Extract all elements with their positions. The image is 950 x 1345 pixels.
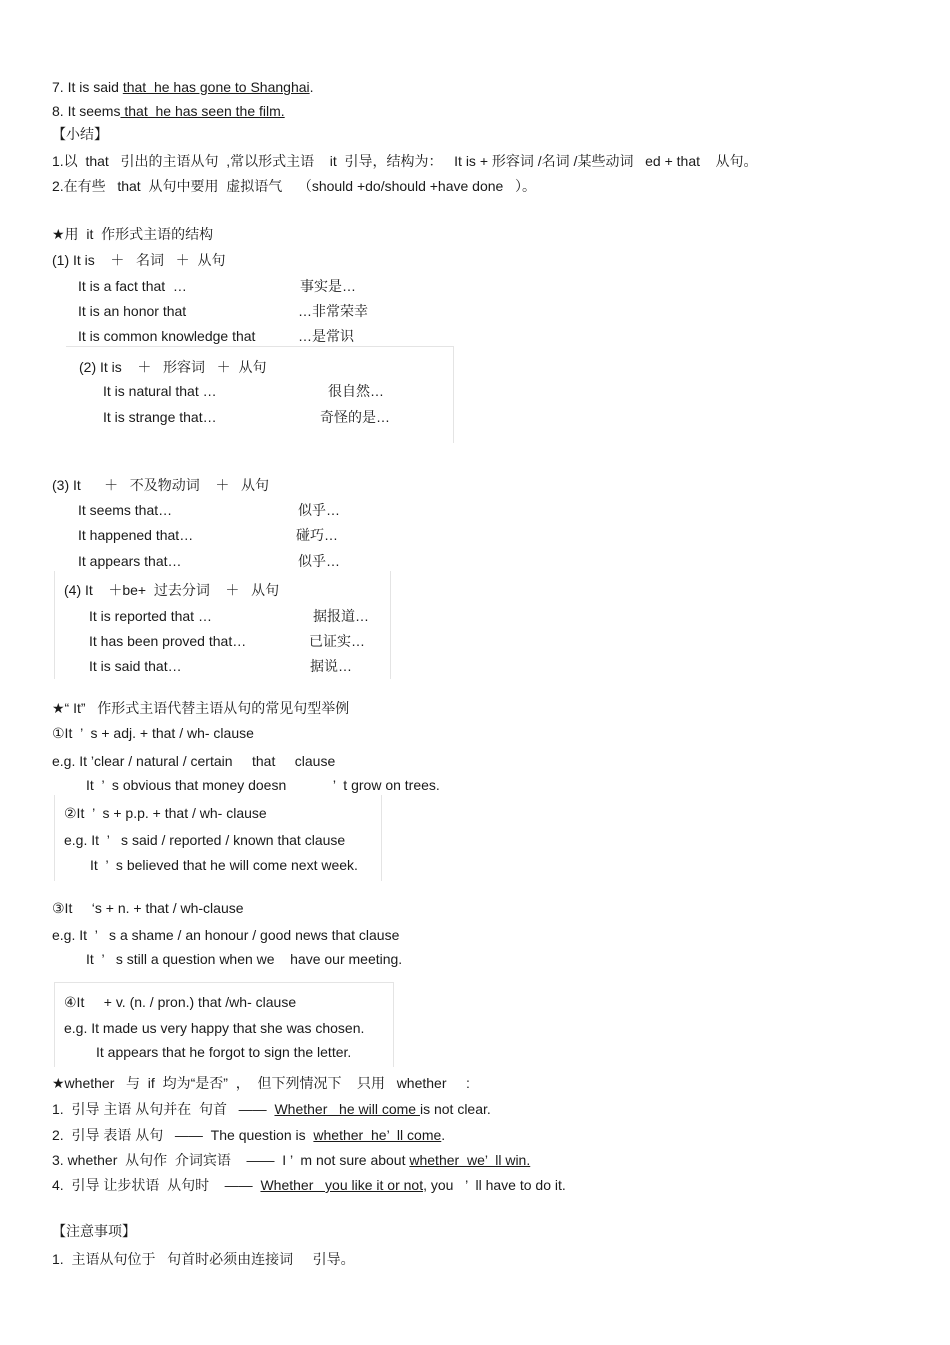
whether-4-end: you ’ ll have to do it. bbox=[427, 1177, 566, 1193]
example-sentence-8 bbox=[52, 102, 285, 120]
whether-1-end: is not clear. bbox=[419, 1101, 491, 1117]
example-sentence-7 bbox=[52, 78, 314, 96]
structure-2-row-2-zh: 奇怪的是… bbox=[320, 409, 390, 425]
structure-1-title: (1) It is ＋ 名词 ＋ 从句 bbox=[52, 252, 226, 268]
structures-heading: ★用 it 作形式主语的结构 bbox=[52, 226, 214, 242]
whether-line-2 bbox=[52, 1126, 445, 1144]
example-8-underlined: that he has seen the film. bbox=[120, 103, 285, 119]
structure-3-row-1-en: It seems that… bbox=[78, 502, 173, 518]
structure-2-row-1-en: It is natural that … bbox=[103, 383, 217, 399]
structure-1-row-1-zh: 事实是… bbox=[300, 278, 356, 294]
structure-1-row-3-en: It is common knowledge that bbox=[78, 328, 256, 344]
whether-heading: ★whether 与 if 均为“是否” ， 但下列情况下 只用 whether : bbox=[52, 1075, 470, 1091]
structure-3-row-2-zh: 碰巧… bbox=[296, 527, 338, 543]
pattern-2-example: It ’ s believed that he will come next week. bbox=[90, 857, 358, 873]
pattern-3-example: It ’ s still a question when we have our meeting. bbox=[86, 951, 403, 967]
whether-line-1 bbox=[52, 1100, 491, 1118]
whether-4-underlined: Whether you like it or not, bbox=[260, 1177, 427, 1193]
structure-4-row-1-zh: 据报道… bbox=[313, 608, 369, 624]
structure-4-row-2-en: It has been proved that… bbox=[89, 633, 247, 649]
structure-1-row-1-en: It is a fact that … bbox=[78, 278, 187, 294]
example-7-underlined: that he has gone to Shanghai bbox=[122, 79, 310, 95]
structure-2-row-1-zh: 很自然… bbox=[328, 383, 384, 399]
structure-4-row-2-zh: 已证实… bbox=[309, 633, 365, 649]
structure-4-row-3-en: It is said that… bbox=[89, 658, 182, 674]
pattern-1-example: It ’ s obvious that money doesn ’ t grow on trees. bbox=[86, 777, 440, 793]
whether-3-text: 3. whether 从句作 介词宾语 —— I ’ m not sure about bbox=[52, 1152, 410, 1168]
structure-3-title: (3) It ＋ 不及物动词 ＋ 从句 bbox=[52, 477, 270, 493]
whether-2-underlined: whether he’ ll come bbox=[313, 1127, 442, 1143]
structure-3-row-3-zh: 似乎… bbox=[298, 553, 340, 569]
summary-heading: 【小结】 bbox=[52, 126, 108, 142]
notes-heading: 【注意事项】 bbox=[52, 1223, 136, 1239]
pattern-3-title: ③It ‘s + n. + that / wh-clause bbox=[52, 900, 244, 916]
patterns-heading: ★“ It” 作形式主语代替主语从句的常见句型举例 bbox=[52, 700, 350, 716]
structure-3-row-3-en: It appears that… bbox=[78, 553, 182, 569]
whether-4-text: 4. 引导 让步状语 从句时 —— bbox=[52, 1177, 261, 1193]
structure-2-row-2-en: It is strange that… bbox=[103, 409, 217, 425]
pattern-1-title: ①It ’ s + adj. + that / wh- clause bbox=[52, 725, 254, 741]
structure-4-row-1-en: It is reported that … bbox=[89, 608, 212, 624]
structure-1-row-2-zh: …非常荣幸 bbox=[298, 303, 368, 319]
pattern-2-eg: e.g. It ’ s said / reported / known that clause bbox=[64, 832, 346, 848]
pattern-4-title: ④It + v. (n. / pron.) that /wh- clause bbox=[64, 994, 297, 1010]
pattern-4-eg: e.g. It made us very happy that she was chosen. bbox=[64, 1020, 365, 1036]
example-7-end: . bbox=[309, 79, 314, 95]
whether-line-4 bbox=[52, 1176, 566, 1194]
pattern-2-title: ②It ’ s + p.p. + that / wh- clause bbox=[64, 805, 267, 821]
summary-point-2: 2.在有些 that 从句中要用 虚拟语气 （should +do/should +have done ）。 bbox=[52, 178, 536, 194]
structure-3-row-1-zh: 似乎… bbox=[298, 502, 340, 518]
whether-1-underlined: Whether he will come bbox=[274, 1101, 420, 1117]
whether-line-3 bbox=[52, 1151, 530, 1169]
whether-3-underlined: whether we’ ll win. bbox=[409, 1152, 531, 1168]
example-8-text: 8. It seems bbox=[52, 103, 121, 119]
summary-point-1: 1.以 that 引出的主语从句 ,常以形式主语 it 引导，结构为： It is + 形容词 /名词 /某些动词 ed + that 从句。 bbox=[52, 153, 758, 169]
structure-1-row-3-zh: …是常识 bbox=[298, 328, 354, 344]
structure-4-title: (4) It ＋be+ 过去分词 ＋ 从句 bbox=[64, 582, 280, 598]
whether-2-end: . bbox=[441, 1127, 446, 1143]
structure-4-row-3-zh: 据说… bbox=[310, 658, 352, 674]
pattern-3-eg: e.g. It ’ s a shame / an honour / good news that clause bbox=[52, 927, 400, 943]
pattern-1-eg: e.g. It ’clear / natural / certain that clause bbox=[52, 753, 336, 769]
whether-1-text: 1. 引导 主语 从句并在 句首 —— bbox=[52, 1101, 275, 1117]
example-7-text: 7. It is said bbox=[52, 79, 123, 95]
notes-item-1: 1. 主语从句位于 句首时必须由连接词 引导。 bbox=[52, 1251, 355, 1267]
pattern-4-example: It appears that he forgot to sign the letter. bbox=[96, 1044, 352, 1060]
structure-2-title: (2) It is ＋ 形容词 ＋ 从句 bbox=[79, 359, 267, 375]
whether-2-text: 2. 引导 表语 从句 —— The question is bbox=[52, 1127, 314, 1143]
structure-3-row-2-en: It happened that… bbox=[78, 527, 194, 543]
structure-1-row-2-en: It is an honor that bbox=[78, 303, 187, 319]
